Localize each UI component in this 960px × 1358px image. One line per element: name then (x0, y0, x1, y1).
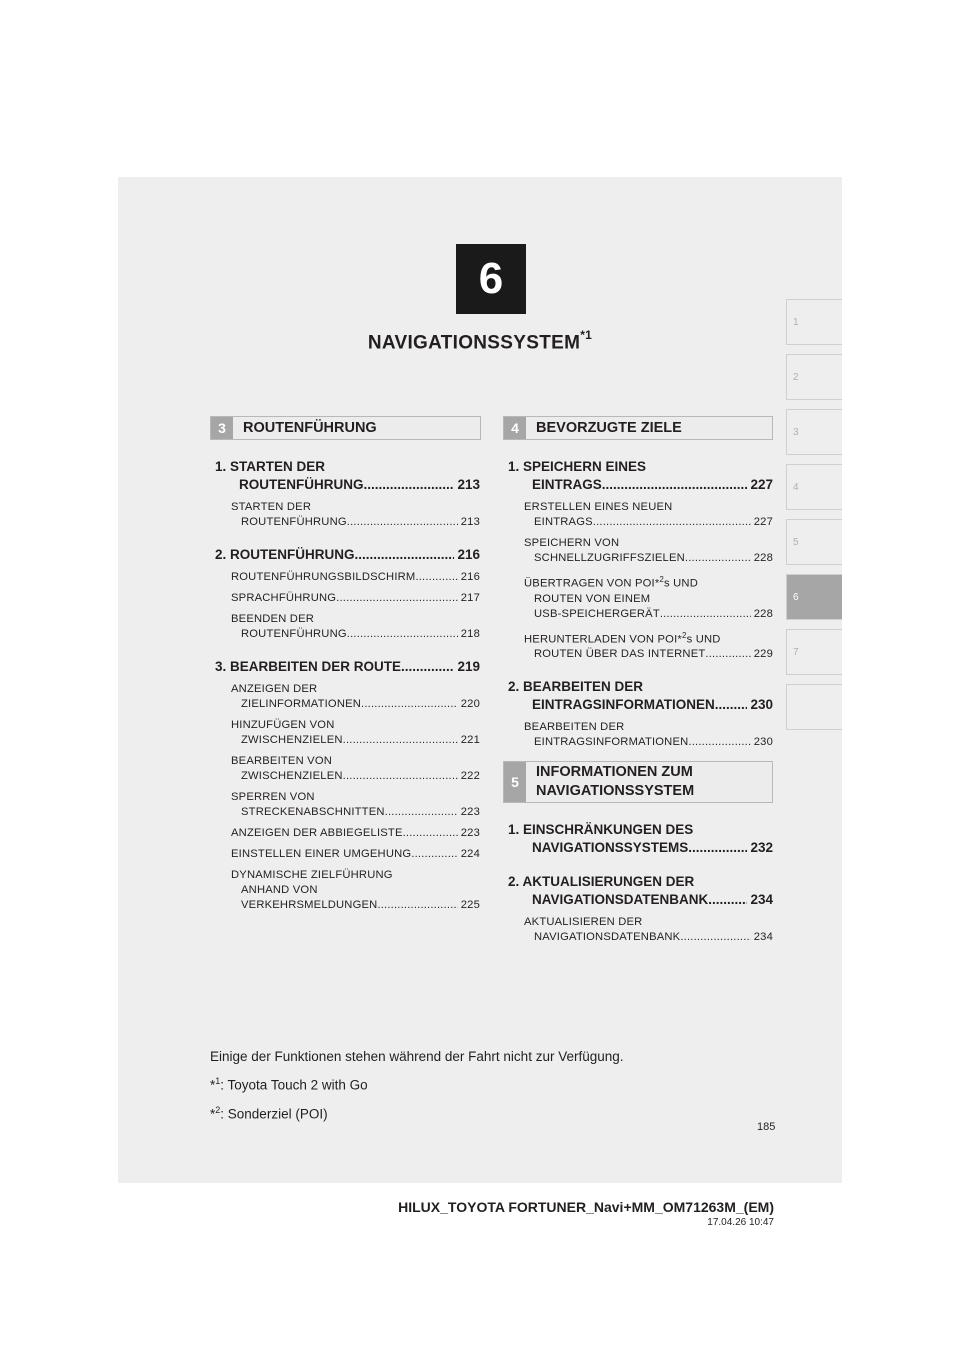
chapter-tab-3[interactable]: 3 (786, 409, 842, 455)
chapter-number: 6 (478, 254, 504, 303)
toc-entry[interactable]: 2. AKTUALISIERUNGEN DER NAVIGATIONSDATENBANK ..... 234 (508, 873, 773, 909)
footnote-1: *$^1$: Toyota Touch 2 with Go (210, 1076, 368, 1093)
chapter-tabs (786, 299, 842, 739)
toc-subentry[interactable]: ROUTENFÜHRUNGSBILDSCHIRM ..... 216 (231, 570, 480, 585)
section-header-3: 3 ROUTENFÜHRUNG (210, 416, 481, 440)
toc-subentry[interactable]: SPEICHERN VON SCHNELLZUGRIFFSZIELEN ..... 228 (524, 536, 773, 566)
toc-subentry[interactable]: HINZUFÜGEN VON ZWISCHENZIELEN ..... 221 (231, 718, 480, 748)
toc-subentry[interactable]: BEENDEN DER ROUTENFÜHRUNG ..... 218 (231, 612, 480, 642)
toc-subentry[interactable]: SPRACHFÜHRUNG ..... 217 (231, 591, 480, 606)
toc-subentry[interactable]: DYNAMISCHE ZIELFÜHRUNG ANHAND VON VERKEHRSMELDUNGEN ..... 225 (231, 868, 480, 913)
toc-subentry[interactable]: SPERREN VON STRECKENABSCHNITTEN ..... 223 (231, 790, 480, 820)
print-timestamp: 17.04.26 10:47 (707, 1217, 774, 1228)
section-header-4: 4 BEVORZUGTE ZIELE (503, 416, 773, 440)
toc-entry[interactable]: 3. BEARBEITEN DER ROUTE ..... 219 (215, 658, 480, 676)
page-number: 185 (757, 1121, 776, 1133)
toc-entry[interactable]: 1. STARTEN DER ROUTENFÜHRUNG ..... 213 (215, 458, 480, 494)
chapter-title: NAVIGATIONSSYSTEM$^{*1}$ (367, 328, 593, 354)
toc-entry[interactable]: 1. EINSCHRÄNKUNGEN DES NAVIGATIONSSYSTEMS ..... 232 (508, 821, 773, 857)
document-footer (398, 1199, 774, 1228)
toc-subentry[interactable]: BEARBEITEN DER EINTRAGSINFORMATIONEN ..... 230 (524, 720, 773, 750)
chapter-tab-6[interactable]: 6 (786, 574, 842, 620)
toc-subentry[interactable]: BEARBEITEN VON ZWISCHENZIELEN ..... 222 (231, 754, 480, 784)
toc-left-column (215, 458, 480, 919)
chapter-tab-5[interactable]: 5 (786, 519, 842, 565)
section-header-5: 5 INFORMATIONEN ZUM NAVIGATIONSSYSTEM (503, 761, 773, 803)
toc-subentry[interactable]: HERUNTERLADEN VON POI*$^2$s UND ROUTEN ÜBER DAS INTERNET ..... 229 (524, 628, 773, 663)
toc-right-column (508, 458, 773, 756)
chapter-number-box (456, 244, 526, 314)
toc-subentry[interactable]: AKTUALISIEREN DER NAVIGATIONSDATENBANK ..... 234 (524, 915, 773, 945)
chapter-tab-4[interactable]: 4 (786, 464, 842, 510)
driving-note: Einige der Funktionen stehen während der Fahrt nicht zur Verfügung. (210, 1049, 624, 1064)
toc-entry[interactable]: 2. BEARBEITEN DER EINTRAGSINFORMATIONEN ..... 230 (508, 678, 773, 714)
toc-entry[interactable]: 1. SPEICHERN EINES EINTRAGS ..... 227 (508, 458, 773, 494)
chapter-tab-2[interactable]: 2 (786, 354, 842, 400)
chapter-title-footnote: *1 (580, 328, 593, 342)
toc-subentry[interactable]: ERSTELLEN EINES NEUEN EINTRAGS ..... 227 (524, 500, 773, 530)
toc-subentry[interactable]: EINSTELLEN EINER UMGEHUNG ..... 224 (231, 847, 480, 862)
document-id: HILUX_TOYOTA FORTUNER_Navi+MM_OM71263M_(EM) (398, 1199, 774, 1215)
footnote-2: *$^2$: Sonderziel (POI) (210, 1104, 328, 1121)
toc-entry[interactable]: 2. ROUTENFÜHRUNG ..... 216 (215, 546, 480, 564)
footnotes (210, 1048, 624, 1129)
toc-subentry[interactable]: ÜBERTRAGEN VON POI*$^2$s UND ROUTEN VON EINEM USB-SPEICHERGERÄT ..... 228 (524, 572, 773, 622)
chapter-tab-7[interactable]: 7 (786, 629, 842, 675)
chapter-tab-1[interactable]: 1 (786, 299, 842, 345)
toc-subentry[interactable]: ANZEIGEN DER ZIELINFORMATIONEN ..... 220 (231, 682, 480, 712)
toc-right-column-section5 (508, 821, 773, 951)
toc-subentry[interactable]: STARTEN DER ROUTENFÜHRUNG ..... 213 (231, 500, 480, 530)
chapter-tab-8[interactable] (786, 684, 842, 730)
toc-subentry[interactable]: ANZEIGEN DER ABBIEGELISTE ..... 223 (231, 826, 480, 841)
